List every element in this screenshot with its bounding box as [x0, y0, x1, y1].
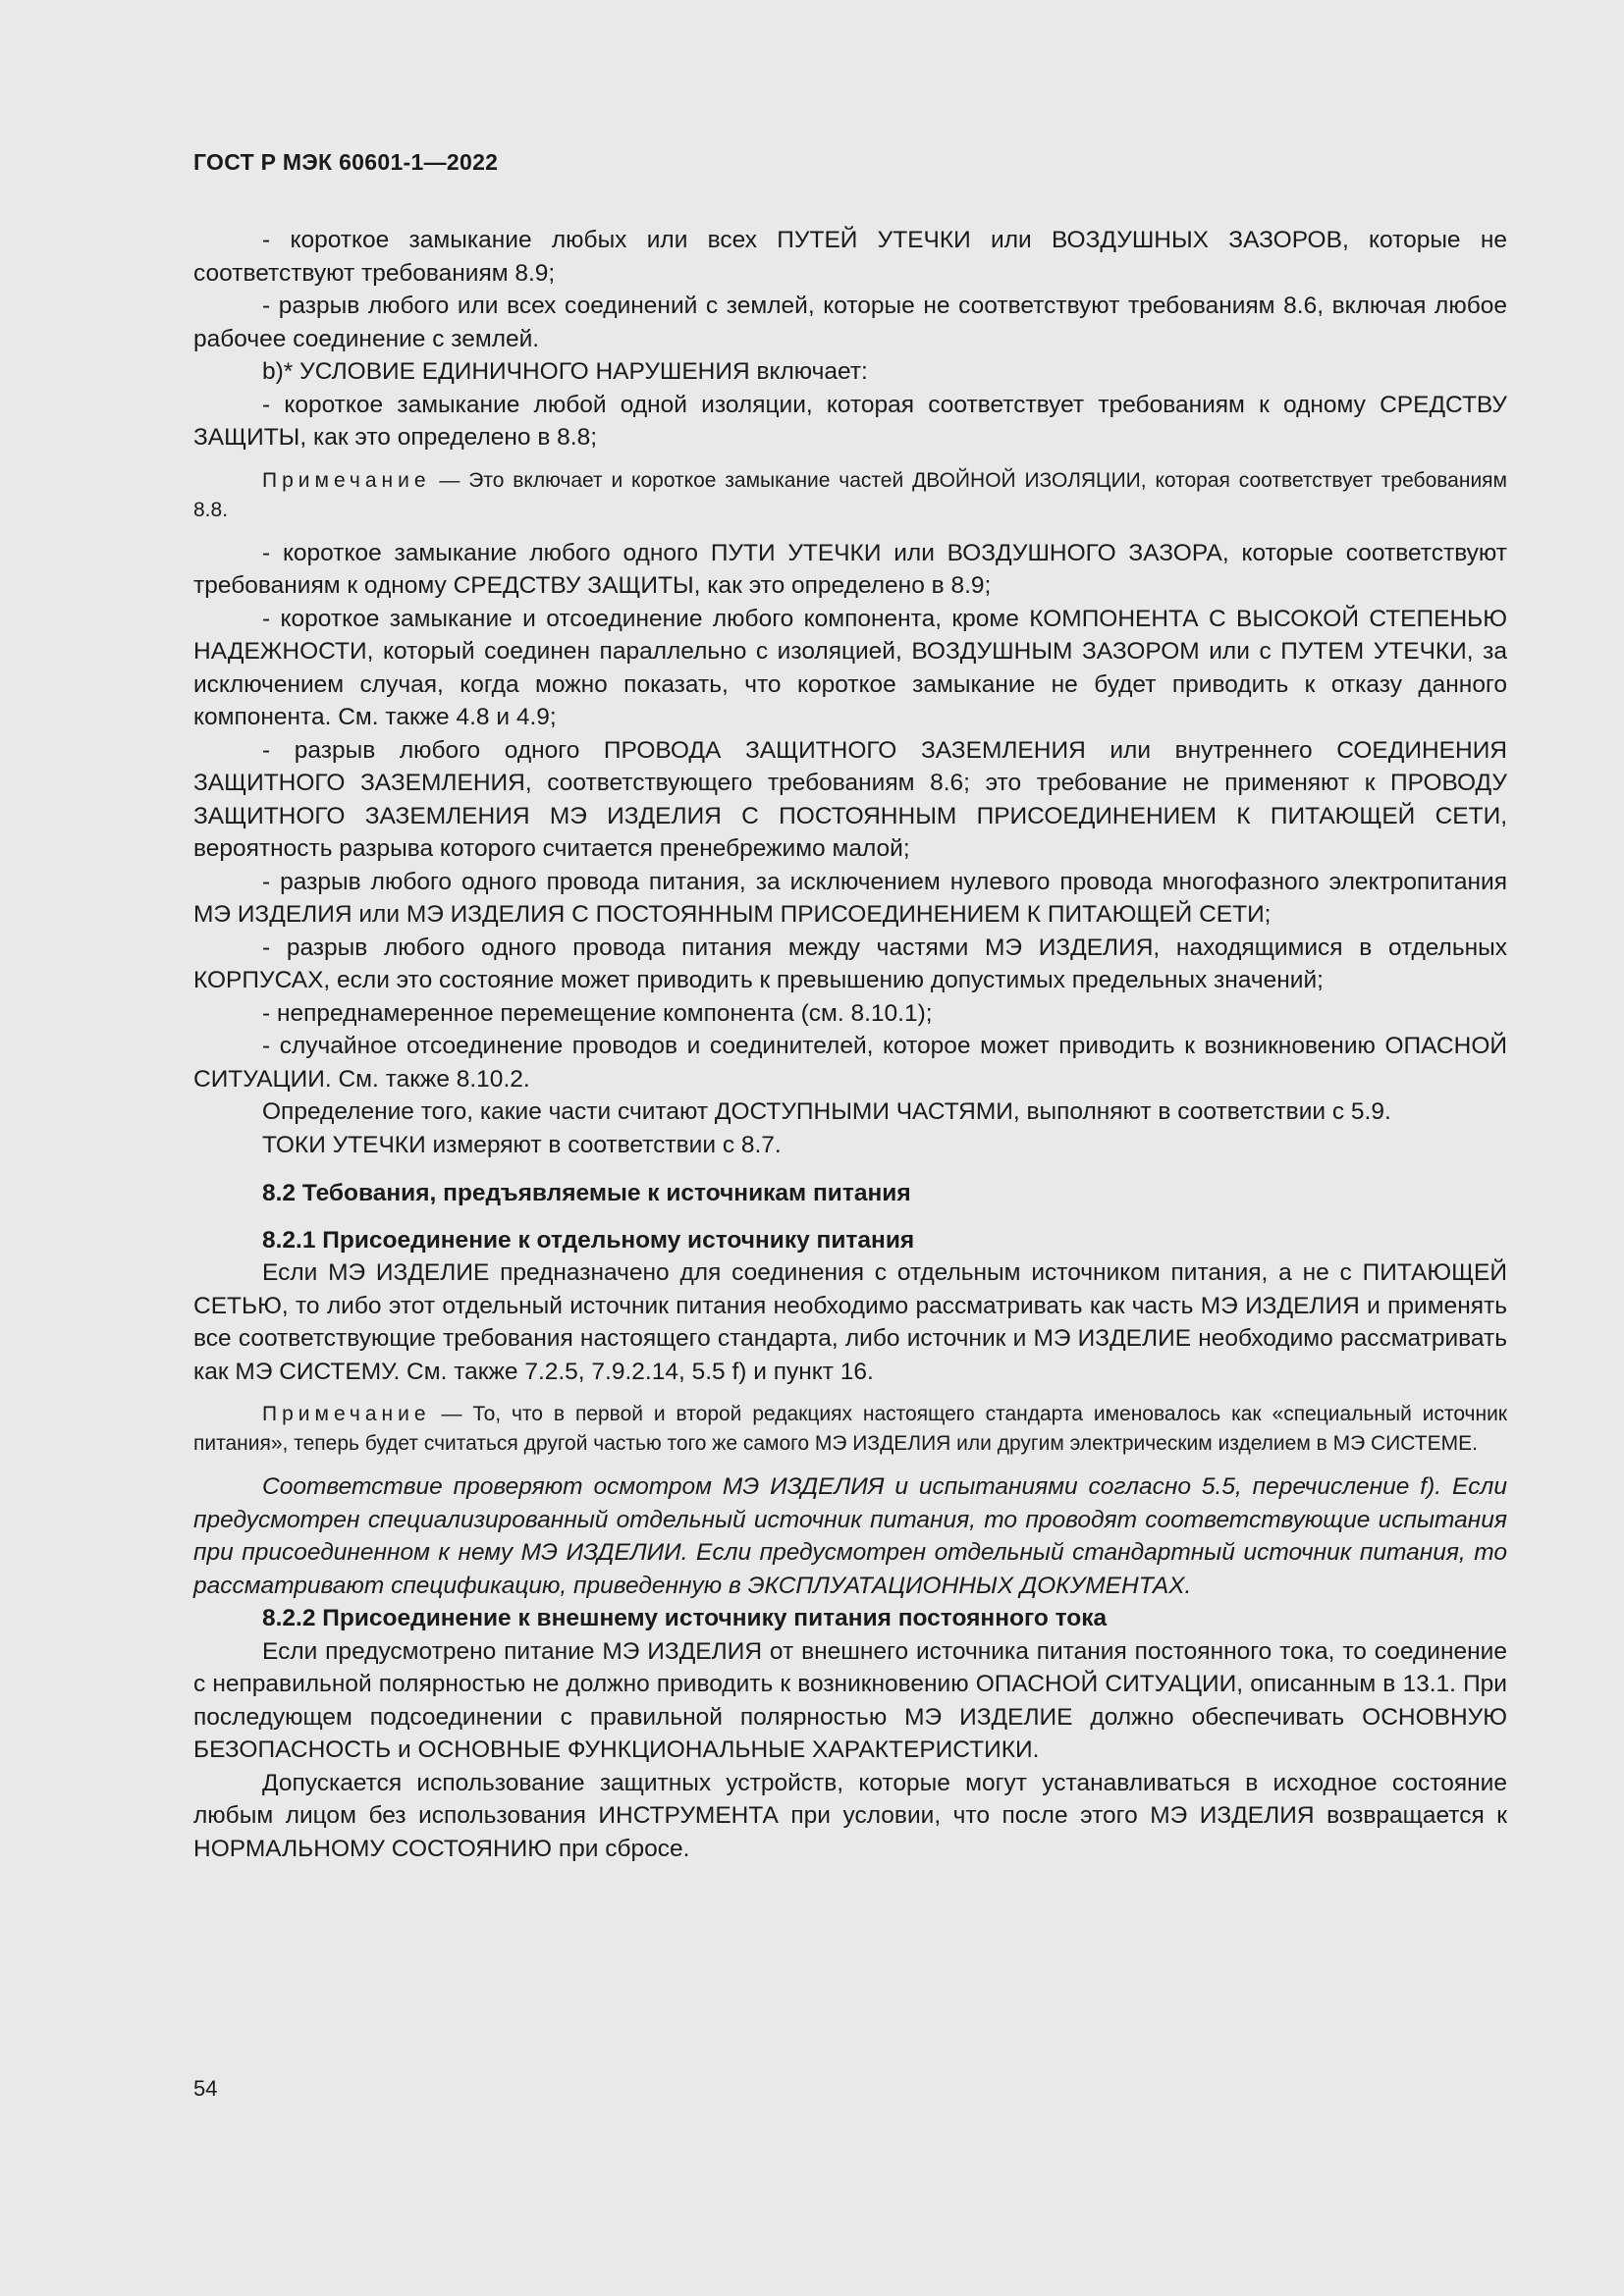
document-body — [193, 224, 1507, 1865]
note-label: Примечание — [262, 1403, 431, 1425]
paragraph: ТОКИ УТЕЧКИ измеряют в соответствии с 8.7. — [262, 1131, 782, 1158]
subsection-heading: 8.2.2 Присоединение к внешнему источнику питания постоянного тока — [262, 1605, 1108, 1631]
paragraph: - разрыв любого одного ПРОВОДА ЗАЩИТНОГО ЗАЗЕМЛЕНИЯ или внутреннего СОЕДИНЕНИЯ ЗАЩИТНОГО ЗАЗЕМЛЕНИЯ, соответствующего требованиям 8.6; это требование не применяют к ПРОВОДУ ЗАЩИТНОГО ЗАЗЕМЛЕНИЯ МЭ ИЗДЕЛИЯ С ПОСТОЯННЫМ ПРИСОЕДИНЕНИЕМ К ПИТАЮЩЕЙ СЕТИ, вероятность разрыва которого считается пренебрежимо малой; — [193, 736, 1507, 862]
paragraph: - разрыв любого или всех соединений с землей, которые не соответствуют требованиям 8.6, включая любое рабочее соединение с землей. — [193, 293, 1507, 352]
paragraph: Допускается использование защитных устройств, которые могут устанавливаться в исходное состояние любым лицом без использования ИНСТРУМЕНТА при условии, что после этого МЭ ИЗДЕЛИЯ возвращается к НОРМАЛЬНОМУ СОСТОЯНИЮ при сбросе. — [193, 1769, 1507, 1862]
paragraph: - непреднамеренное перемещение компонента (см. 8.10.1); — [262, 999, 933, 1027]
note-text: — Это включает и короткое замыкание частей ДВОЙНОЙ ИЗОЛЯЦИИ, которая соответствует требованиям 8.8. — [193, 468, 1507, 521]
paragraph: Определение того, какие части считают ДОСТУПНЫМИ ЧАСТЯМИ, выполняют в соответствии с 5.9. — [262, 1098, 1391, 1125]
paragraph: Если МЭ ИЗДЕЛИЕ предназначено для соединения с отдельным источником питания, а не с ПИТАЮЩЕЙ СЕТЬЮ, то либо этот отдельный источник питания необходимо рассматривать как часть МЭ ИЗДЕЛИЯ и применять все соответствующие требования настоящего стандарта, либо источник и МЭ ИЗДЕЛИЕ необходимо рассматривать как МЭ СИСТЕМУ. См. также 7.2.5, 7.9.2.14, 5.5 f) и пункт 16. — [193, 1259, 1507, 1385]
note — [193, 466, 1507, 525]
paragraph: - разрыв любого одного провода питания между частями МЭ ИЗДЕЛИЯ, находящимися в отдельных КОРПУСАХ, если это состояние может приводить к превышению допустимых предельных значений; — [193, 934, 1507, 993]
paragraph: Если предусмотрено питание МЭ ИЗДЕЛИЯ от внешнего источника питания постоянного тока, то соединение с неправильной полярностью не должно приводить к возникновению ОПАСНОЙ СИТУАЦИИ, описанным в 13.1. При последующем подсоединении с правильной полярностью МЭ ИЗДЕЛИЕ должно обеспечивать ОСНОВНУЮ БЕЗОПАСНОСТЬ и ОСНОВНЫЕ ФУНКЦИОНАЛЬНЫЕ ХАРАКТЕРИСТИКИ. — [193, 1637, 1507, 1763]
paragraph: - случайное отсоединение проводов и соединителей, которое может приводить к возникновению ОПАСНОЙ СИТУАЦИИ. См. также 8.10.2. — [193, 1033, 1507, 1093]
note — [193, 1400, 1507, 1459]
paragraph: - короткое замыкание любой одной изоляции, которая соответствует требованиям к одному СРЕДСТВУ ЗАЩИТЫ, как это определено в 8.8; — [193, 391, 1507, 451]
paragraph: - короткое замыкание любого одного ПУТИ УТЕЧКИ или ВОЗДУШНОГО ЗАЗОРА, которые соответствуют требованиям к одному СРЕДСТВУ ЗАЩИТЫ, как это определено в 8.9; — [193, 539, 1507, 599]
paragraph: - короткое замыкание и отсоединение любого компонента, кроме КОМПОНЕНТА С ВЫСОКОЙ СТЕПЕНЬЮ НАДЕЖНОСТИ, который соединен параллельно с изоляцией, ВОЗДУШНЫМ ЗАЗОРОМ или с ПУТЕМ УТЕЧКИ, за исключением случая, когда можно показать, что короткое замыкание не будет приводить к отказу данного компонента. См. также 4.8 и 4.9; — [193, 605, 1507, 730]
paragraph: - короткое замыкание любых или всех ПУТЕЙ УТЕЧКИ или ВОЗДУШНЫХ ЗАЗОРОВ, которые не соответствуют требованиям 8.9; — [193, 227, 1507, 287]
paragraph: b)* УСЛОВИЕ ЕДИНИЧНОГО НАРУШЕНИЯ включает: — [262, 358, 868, 385]
page-number: 54 — [193, 2076, 218, 2101]
document-header: ГОСТ Р МЭК 60601-1—2022 — [193, 149, 499, 175]
subsection-heading: 8.2.1 Присоединение к отдельному источнику питания — [262, 1226, 915, 1254]
note-label: Примечание — [262, 468, 431, 492]
section-heading: 8.2 Тебования, предъявляемые к источникам питания — [262, 1180, 911, 1206]
paragraph: - разрыв любого одного провода питания, за исключением нулевого провода многофазного электропитания МЭ ИЗДЕЛИЯ или МЭ ИЗДЕЛИЯ С ПОСТОЯННЫМ ПРИСОЕДИНЕНИЕМ К ПИТАЮЩЕЙ СЕТИ; — [193, 868, 1507, 928]
compliance-paragraph: Соответствие проверяют осмотром МЭ ИЗДЕЛИЯ и испытаниями согласно 5.5, перечисление f). Если предусмотрен специализированный отдельный источник питания, то проводят соответствующие испытания при присоединенном к нему МЭ ИЗДЕЛИИ. Если предусмотрен отдельный стандартный источник питания, то рассматривают спецификацию, приведенную в ЭКСПЛУАТАЦИОННЫХ ДОКУМЕНТАХ. — [193, 1473, 1507, 1599]
note-text: — То, что в первой и второй редакциях настоящего стандарта именовалось как «специальный источник питания», теперь будет считаться другой частью того же самого МЭ ИЗДЕЛИЯ или другим электрическим изделием в МЭ СИСТЕМЕ. — [193, 1403, 1507, 1455]
